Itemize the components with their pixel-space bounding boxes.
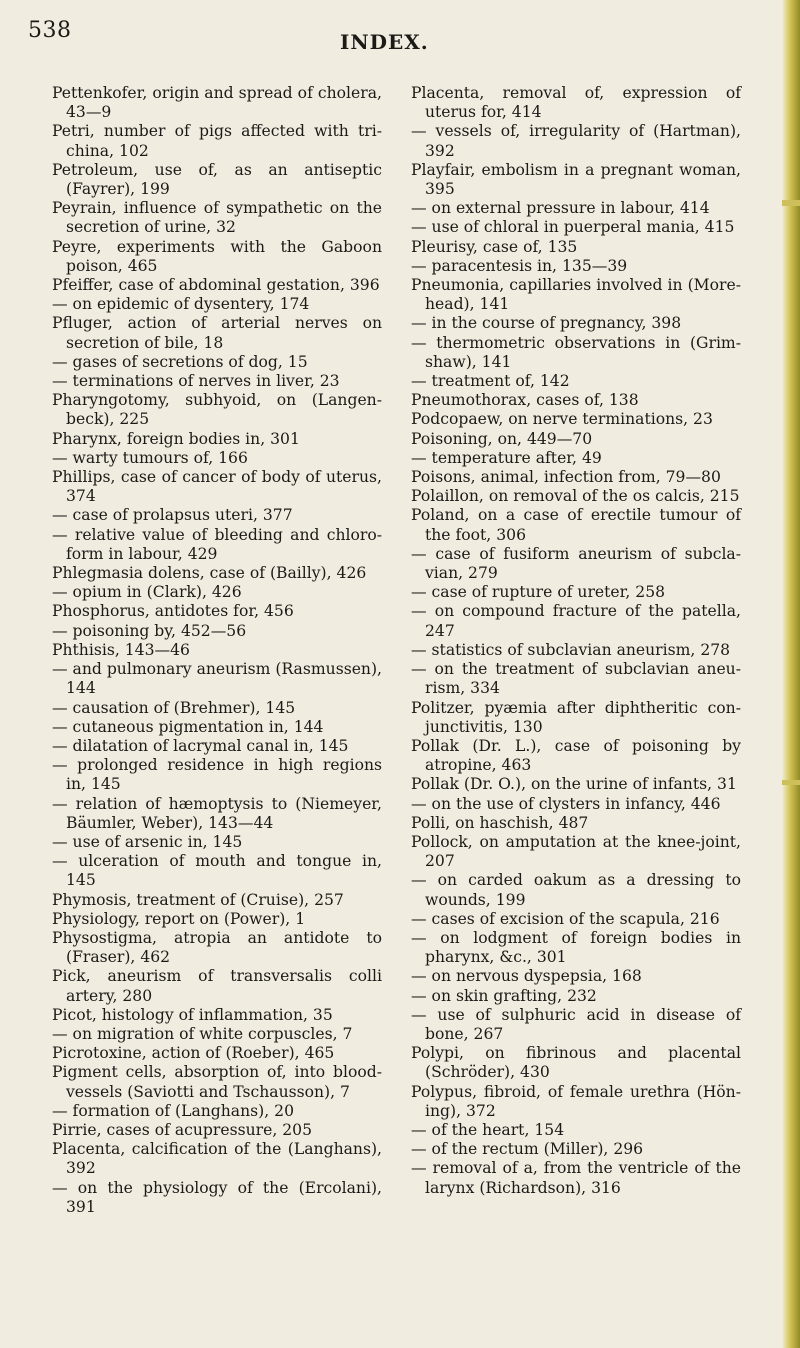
index-entry: — in the course of pregnancy, 398 [411, 314, 682, 333]
index-entry: Placenta, removal of, expression of uterus for, 414 [411, 84, 741, 122]
index-entry: Physostigma, atropia an antidote to (Fraser), 462 [52, 928, 382, 967]
index-entry: — on external pressure in labour, 414 [411, 199, 710, 218]
index-entry: Placenta, calcification of the (Langhans), 392 [52, 1140, 382, 1178]
index-entry: — relation of hæmoptysis to (Niemeyer, Bäumler, Weber), 143—44 [52, 794, 382, 832]
index-entry: — on the use of clysters in infancy, 446 [411, 794, 721, 813]
index-entry: Pleurisy, case of, 135 [411, 237, 578, 256]
index-entry: Poisoning, on, 449—70 [411, 429, 593, 448]
index-entry: — relative value of bleeding and chloro- form in labour, 429 [52, 525, 382, 563]
index-entry: — on epidemic of dysentery, 174 [52, 295, 310, 314]
index-entry: — treatment of, 142 [411, 372, 570, 391]
index-entry: — on carded oakum as a dressing to wounds, 199 [411, 871, 741, 909]
index-entry: Peyre, experiments with the Gaboon poison, 465 [52, 237, 382, 275]
index-entry: — of the heart, 154 [411, 1120, 565, 1139]
index-entry: — on migration of white corpuscles, 7 [52, 1024, 353, 1043]
index-entry: Polaillon, on removal of the os calcis, 215 [411, 487, 740, 506]
index-entry: Phillips, case of cancer of body of uterus, 374 [52, 468, 382, 506]
index-entry: — formation of (Langhans), 20 [52, 1101, 294, 1120]
index-entry: — cases of excision of the scapula, 216 [411, 909, 720, 928]
index-entry: — prolonged residence in high regions in, 145 [52, 756, 382, 794]
index-entry: — cutaneous pigmentation in, 144 [52, 717, 324, 736]
index-column-right [411, 84, 741, 1198]
index-entry: — removal of a, from the ventricle of the larynx (Richardson), 316 [411, 1159, 741, 1197]
index-entry: — case of rupture of ureter, 258 [411, 583, 666, 602]
index-entry: — on skin grafting, 232 [411, 986, 597, 1005]
index-entry: Politzer, pyæmia after diphtheritic con- junctivitis, 130 [411, 698, 741, 736]
index-entry: Polli, on haschish, 487 [411, 813, 589, 832]
index-entry: — warty tumours of, 166 [52, 448, 248, 467]
index-entry: — of the rectum (Miller), 296 [411, 1140, 644, 1159]
index-entry: Playfair, embolism in a pregnant woman, 395 [411, 160, 741, 199]
index-entry: Pharynx, foreign bodies in, 301 [52, 429, 300, 448]
index-entry: Phlegmasia dolens, case of (Bailly), 426 [52, 564, 367, 583]
index-entry: Polypi, on fibrinous and placental (Schröder), 430 [411, 1044, 741, 1082]
index-entry: — on the treatment of subclavian aneu- rism, 334 [411, 660, 741, 698]
index-entry: Physiology, report on (Power), 1 [52, 909, 306, 928]
index-column-left [52, 84, 382, 1217]
index-entry: Picrotoxine, action of (Roeber), 465 [52, 1044, 335, 1063]
index-entry: — thermometric observations in (Grim- shaw), 141 [411, 333, 741, 371]
index-entry: Pollak (Dr. O.), on the urine of infants, 31 [411, 775, 737, 794]
index-entry: — dilatation of lacrymal canal in, 145 [52, 736, 349, 755]
index-entry: Podcopaew, on nerve terminations, 23 [411, 410, 713, 429]
index-entry: — on compound fracture of the patella, 247 [411, 602, 741, 640]
page-edge-gap [782, 200, 800, 206]
index-entry: Poland, on a case of erectile tumour of the foot, 306 [411, 506, 741, 544]
index-entry: Phymosis, treatment of (Cruise), 257 [52, 890, 344, 909]
index-entry: Pneumonia, capillaries involved in (More- head), 141 [411, 276, 741, 314]
index-entry: Phthisis, 143—46 [52, 640, 190, 659]
index-entry: Pollock, on amputation at the knee-joint, 207 [411, 832, 741, 871]
index-entry: — opium in (Clark), 426 [52, 583, 242, 602]
index-entry: Pfluger, action of arterial nerves on secretion of bile, 18 [52, 314, 382, 352]
index-entry: — paracentesis in, 135—39 [411, 256, 628, 275]
index-entry: — statistics of subclavian aneurism, 278 [411, 640, 731, 659]
index-entry: — use of chloral in puerperal mania, 415 [411, 218, 735, 237]
index-entry: Poisons, animal, infection from, 79—80 [411, 468, 721, 487]
index-entry: — temperature after, 49 [411, 448, 602, 467]
page-edge-gap [782, 780, 800, 785]
index-entry: — use of arsenic in, 145 [52, 832, 243, 851]
index-entry: Pollak (Dr. L.), case of poisoning by atropine, 463 [411, 736, 741, 775]
index-entry: — case of prolapsus uteri, 377 [52, 506, 293, 525]
index-entry: — on nervous dyspepsia, 168 [411, 967, 642, 986]
index-entry: — vessels of, irregularity of (Hartman), 392 [411, 122, 741, 160]
index-entry: — causation of (Brehmer), 145 [52, 698, 296, 717]
index-entry: Pigment cells, absorption of, into blood- vessels (Saviotti and Tschausson), 7 [52, 1063, 382, 1101]
index-entry: Pettenkofer, origin and spread of cholera, 43—9 [52, 84, 382, 122]
index-entry: Peyrain, influence of sympathetic on the secretion of urine, 32 [52, 199, 382, 237]
index-entry: Petroleum, use of, as an antiseptic (Fayrer), 199 [52, 160, 382, 199]
index-entry: Picot, histology of inflammation, 35 [52, 1005, 333, 1024]
index-entry: — use of sulphuric acid in disease of bone, 267 [411, 1005, 741, 1043]
index-entry: — case of fusiform aneurism of subcla- vian, 279 [411, 544, 741, 583]
index-entry: — gases of secretions of dog, 15 [52, 352, 308, 371]
index-entry: Pfeiffer, case of abdominal gestation, 396 [52, 276, 380, 295]
index-entry: Polypus, fibroid, of female urethra (Hön- ing), 372 [411, 1082, 741, 1120]
index-entry: Petri, number of pigs affected with tri- china, 102 [52, 122, 382, 160]
index-entry: — ulceration of mouth and tongue in, 145 [52, 852, 382, 890]
index-entry: Pneumothorax, cases of, 138 [411, 391, 639, 410]
index-entry: Phosphorus, antidotes for, 456 [52, 602, 294, 621]
index-entry: — on the physiology of the (Ercolani), 391 [52, 1178, 382, 1216]
index-entry: — and pulmonary aneurism (Rasmussen), 144 [52, 660, 383, 698]
index-entry: Pharyngotomy, subhyoid, on (Langen- beck), 225 [52, 391, 382, 429]
index-entry: — terminations of nerves in liver, 23 [52, 372, 340, 391]
index-entry: Pirrie, cases of acupressure, 205 [52, 1120, 312, 1139]
index-entry: Pick, aneurism of transversalis colli artery, 280 [52, 967, 382, 1005]
index-entry: — poisoning by, 452—56 [52, 621, 247, 640]
index-entry: — on lodgment of foreign bodies in pharynx, &c., 301 [411, 928, 741, 967]
page-number: 538 [28, 18, 72, 43]
running-head: INDEX. [340, 30, 429, 54]
